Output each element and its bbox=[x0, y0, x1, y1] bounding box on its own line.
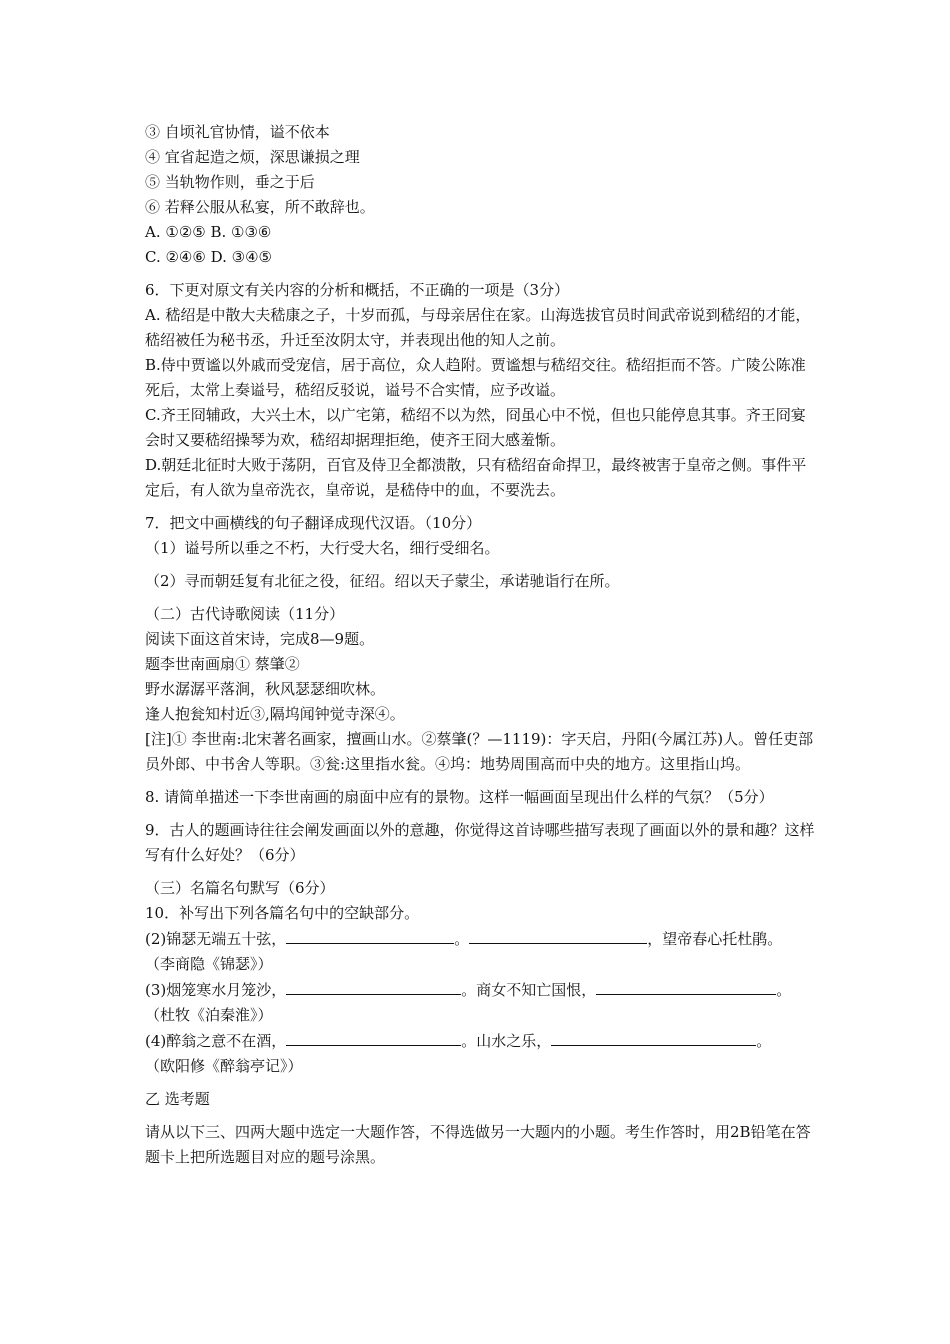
dictation-item-3: (3)烟笼寒水月笼沙， 。商女不知亡国恨， 。 bbox=[145, 977, 820, 1003]
dictation-item-2: (2)锦瑟无端五十弦， 。 ，望帝春心托杜鹃。 bbox=[145, 926, 820, 952]
poem-annotation: [注]① 李世南:北宋著名画家，擅画山水。②蔡肇(？—1119)：字天启，丹阳(今属江苏)人。曾任吏部员外郎、中书舍人等职。③瓮:这里指水瓮。④坞：地势周围高而中央的地方。这里指山坞。 bbox=[145, 730, 814, 773]
option-line: ⑥ 若释公服从私宴，所不敢辞也。 bbox=[145, 198, 375, 216]
answer-blank[interactable] bbox=[469, 926, 647, 944]
poem-line: 逢人抱瓮知村近③,隔坞闻钟觉寺深④。 bbox=[145, 705, 405, 723]
answer-blank[interactable] bbox=[286, 1028, 461, 1046]
answer-blank[interactable] bbox=[286, 926, 454, 944]
question-9: 9．古人的题画诗往往会阐发画面以外的意趣，你觉得这首诗哪些描写表现了画面以外的景和趣？这样写有什么好处？（6分） bbox=[145, 821, 815, 864]
answer-blank[interactable] bbox=[551, 1028, 756, 1046]
question-6-choice-b: B.侍中贾谧以外戚而受宠信，居于高位，众人趋附。贾谧想与嵇绍交往。嵇绍拒而不答。广陵公陈准死后，太常上奏谥号，嵇绍反驳说，谥号不合实情，应予改谥。 bbox=[145, 356, 806, 399]
option-line: ⑤ 当轨物作则，垂之于后 bbox=[145, 173, 315, 191]
poetry-intro: 阅读下面这首宋诗，完成8—9题。 bbox=[145, 630, 375, 648]
question-8: 8. 请简单描述一下李世南画的扇面中应有的景物。这样一幅画面呈现出什么样的气氛？（5分） bbox=[145, 788, 774, 806]
poetry-section-heading: （二）古代诗歌阅读（11分） bbox=[145, 605, 345, 623]
question-6-choice-a: A. 嵇绍是中散大夫嵇康之子，十岁而孤，与母亲居住在家。山海选拔官员时间武帝说到嵇绍的才能，嵇绍被任为秘书丞，升迁至汝阴太守，并表现出他的知人之前。 bbox=[145, 306, 811, 349]
dictation-item-4: (4)醉翁之意不在酒， 。山水之乐， 。 bbox=[145, 1028, 820, 1054]
poem-title: 题李世南画扇① 蔡肇② bbox=[145, 655, 300, 673]
answer-choice-line: A. ①②⑤ B. ①③⑥ bbox=[145, 223, 272, 241]
poem-line: 野水潺潺平落涧，秋风瑟瑟细吹林。 bbox=[145, 680, 386, 698]
question-6-choice-c: C.齐王冏辅政，大兴土木，以广宅第，嵇绍不以为然，冏虽心中不悦，但也只能停息其事。齐王冏宴会时又要嵇绍操琴为欢，嵇绍却据理拒绝，使齐王冏大感羞惭。 bbox=[145, 406, 806, 449]
question-7-stem: 7．把文中画横线的句子翻译成现代汉语。（10分） bbox=[145, 514, 482, 532]
elective-instruction: 请从以下三、四两大题中选定一大题作答，不得选做另一大题内的小题。考生作答时，用2B铅笔在答题卡上把所选题目对应的题号涂黑。 bbox=[145, 1123, 811, 1166]
answer-choice-line: C. ②④⑥ D. ③④⑤ bbox=[145, 248, 272, 266]
question-6-choice-d: D.朝廷北征时大败于荡阴，百官及侍卫全都溃散，只有嵇绍奋命捍卫，最终被害于皇帝之侧。事件平定后，有人欲为皇帝洗衣，皇帝说，是嵇侍中的血，不要洗去。 bbox=[145, 456, 807, 499]
answer-blank[interactable] bbox=[596, 977, 776, 995]
elective-heading: 乙 选考题 bbox=[145, 1090, 210, 1108]
exam-page bbox=[145, 120, 820, 1170]
option-line: ③ 自顷礼官协情，谥不依本 bbox=[145, 123, 330, 141]
option-line: ④ 宜省起造之烦，深思谦损之理 bbox=[145, 148, 360, 166]
dictation-source: （杜牧《泊秦淮》） bbox=[145, 1006, 273, 1024]
answer-blank[interactable] bbox=[286, 977, 461, 995]
dictation-source: （李商隐《锦瑟》） bbox=[145, 955, 273, 973]
question-10-stem: 10．补写出下列各篇名句中的空缺部分。 bbox=[145, 904, 420, 922]
dictation-section-heading: （三）名篇名句默写（6分） bbox=[145, 879, 335, 897]
question-7-sentence-2: （2）寻而朝廷复有北征之役，征绍。绍以天子蒙尘，承诺驰诣行在所。 bbox=[145, 572, 620, 590]
question-6-stem: 6．下更对原文有关内容的分析和概括，不正确的一项是（3分） bbox=[145, 281, 570, 299]
dictation-source: （欧阳修《醉翁亭记》） bbox=[145, 1057, 303, 1075]
question-7-sentence-1: （1）谥号所以垂之不朽，大行受大名，细行受细名。 bbox=[145, 539, 500, 557]
